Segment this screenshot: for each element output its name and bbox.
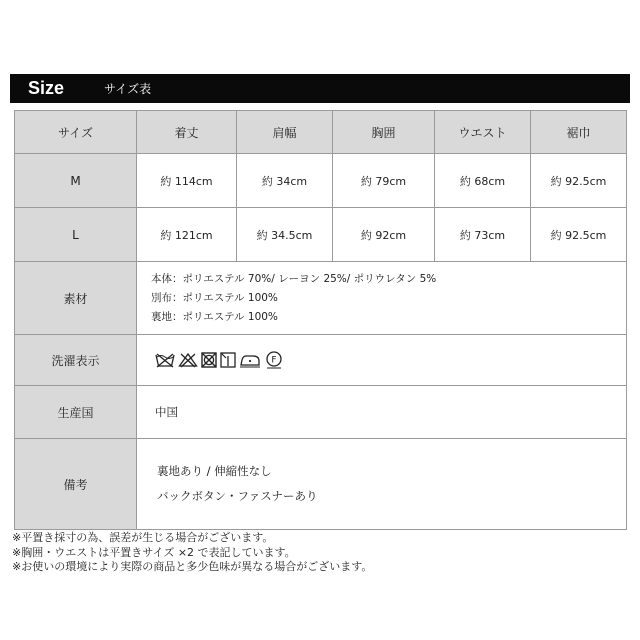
table-cell: 約 92cm: [333, 208, 435, 262]
note-line: バックボタン・ファスナーあり: [157, 489, 318, 503]
material-line: 本体：ポリエステル 70%/ レーヨン 25%/ ポリウレタン 5%: [151, 272, 437, 285]
column-header-chest: 胸囲: [333, 111, 435, 154]
notes-label: 備考: [15, 439, 137, 530]
row-header-size-l: L: [15, 208, 137, 262]
material-line: 別布：ポリエステル 100%: [151, 291, 278, 304]
footnotes: [12, 531, 372, 575]
size-subtitle: サイズ表: [104, 82, 152, 96]
origin-label: 生産国: [15, 386, 137, 439]
notes-row: [15, 439, 627, 530]
svg-text:F: F: [271, 355, 277, 366]
table-cell: 約 34.5cm: [237, 208, 333, 262]
material-cell: [137, 262, 627, 335]
origin-row: [15, 386, 627, 439]
no-bleach-icon: [178, 352, 198, 368]
table-row: [15, 154, 627, 208]
care-icon-group: [155, 351, 625, 369]
table-cell: 約 121cm: [137, 208, 237, 262]
table-cell: 約 92.5cm: [531, 154, 627, 208]
table-cell: 約 79cm: [333, 154, 435, 208]
footnote: ※平置き採寸の為、誤差が生じる場合がございます。: [12, 531, 274, 544]
column-header-shoulder: 肩幅: [237, 111, 333, 154]
notes-cell: [137, 439, 627, 530]
no-tumble-dry-icon: [201, 352, 217, 368]
table-cell: 約 92.5cm: [531, 208, 627, 262]
table-cell: 約 114cm: [137, 154, 237, 208]
column-header-size: サイズ: [15, 111, 137, 154]
table-cell: 約 34cm: [237, 154, 333, 208]
size-table: [14, 110, 627, 530]
no-wash-icon: [155, 352, 175, 368]
low-iron-icon: [239, 352, 261, 368]
column-header-waist: ウエスト: [435, 111, 531, 154]
note-line: 裏地あり / 伸縮性なし: [157, 464, 272, 478]
care-cell: [137, 335, 627, 386]
table-cell: 約 68cm: [435, 154, 531, 208]
material-line: 裏地：ポリエステル 100%: [151, 310, 278, 323]
material-label: 素材: [15, 262, 137, 335]
dry-clean-f-icon: [264, 351, 284, 369]
size-header-bar: [10, 74, 630, 103]
care-label: 洗濯表示: [15, 335, 137, 386]
column-header-hem: 裾巾: [531, 111, 627, 154]
size-title: Size: [28, 78, 65, 98]
column-header-length: 着丈: [137, 111, 237, 154]
footnote: ※胸囲・ウエストは平置きサイズ ×2 で表記しています。: [12, 545, 296, 559]
footnote: ※お使いの環境により実際の商品と多少色味が異なる場合がございます。: [12, 560, 373, 573]
origin-value: 中国: [137, 386, 627, 439]
table-header-row: [15, 111, 627, 154]
table-cell: 約 73cm: [435, 208, 531, 262]
table-row: [15, 208, 627, 262]
row-header-size-m: M: [15, 154, 137, 208]
line-dry-shade-icon: [220, 352, 236, 368]
material-row: [15, 262, 627, 335]
care-row: [15, 335, 627, 386]
